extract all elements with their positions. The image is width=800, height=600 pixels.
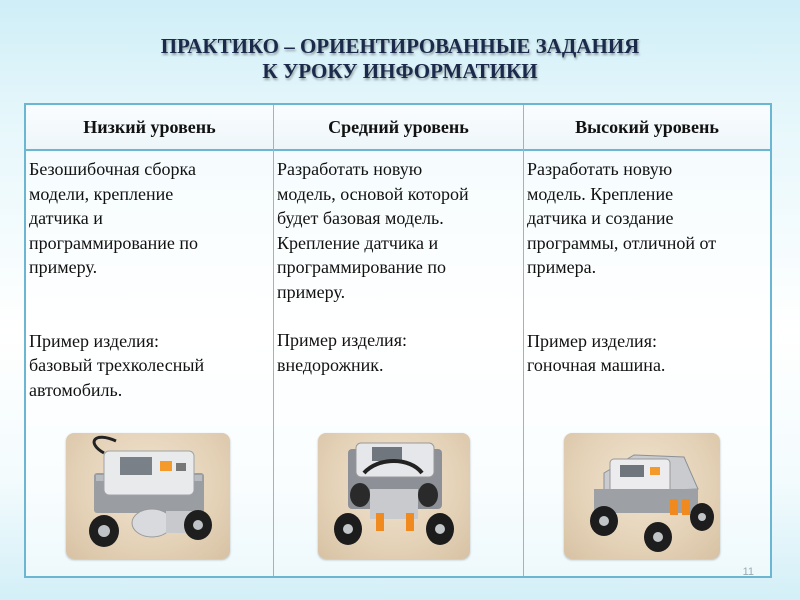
page-number: 11 [742, 566, 754, 578]
robot-photo-high [564, 433, 720, 559]
desc-line: примера. [527, 257, 597, 277]
example-line: автомобиль. [29, 379, 123, 400]
robot-photo-medium [318, 433, 470, 559]
header-medium: Средний уровень [274, 105, 523, 151]
slide-title [0, 34, 800, 84]
description-medium [274, 151, 523, 377]
header-low: Низкий уровень [26, 105, 273, 151]
column-medium [274, 105, 524, 576]
description-low [26, 151, 273, 402]
desc-line: датчика и создание [527, 208, 674, 228]
desc-line: Безошибочная сборка [29, 159, 197, 179]
column-low [26, 105, 274, 576]
example-line: гоночная машина. [527, 355, 666, 375]
desc-line: Крепление датчика и [277, 232, 439, 253]
desc-line: модели, крепление [29, 183, 174, 204]
desc-line: примеру. [29, 257, 98, 277]
title-line-1: ПРАКТИКО – ОРИЕНТИРОВАННЫЕ ЗАДАНИЯ [160, 34, 640, 58]
desc-line: программирование по [277, 257, 447, 277]
desc-line: программы, отличной от [527, 232, 717, 253]
desc-line: модель. Крепление [527, 183, 674, 204]
robot-photo-low [66, 433, 230, 559]
title-line-2: К УРОКУ ИНФОРМАТИКИ [262, 59, 538, 83]
description-high [524, 151, 770, 378]
desc-line: модель, основой которой [277, 183, 469, 204]
desc-line: программирование по [29, 232, 199, 253]
levels-table [24, 103, 772, 578]
example-line: Пример изделия: [527, 330, 657, 351]
header-high: Высокий уровень [524, 105, 770, 151]
desc-line: датчика и [29, 208, 103, 228]
desc-line: Разработать новую [527, 159, 673, 179]
column-high [524, 105, 770, 576]
desc-line: будет базовая модель. [277, 208, 444, 228]
example-line: Пример изделия: [29, 330, 159, 351]
desc-line: Разработать новую [277, 159, 423, 179]
desc-line: примеру. [277, 281, 346, 302]
example-line: базовый трехколесный [29, 355, 205, 375]
example-line: внедорожник. [277, 354, 384, 375]
example-line: Пример изделия: [277, 330, 407, 350]
